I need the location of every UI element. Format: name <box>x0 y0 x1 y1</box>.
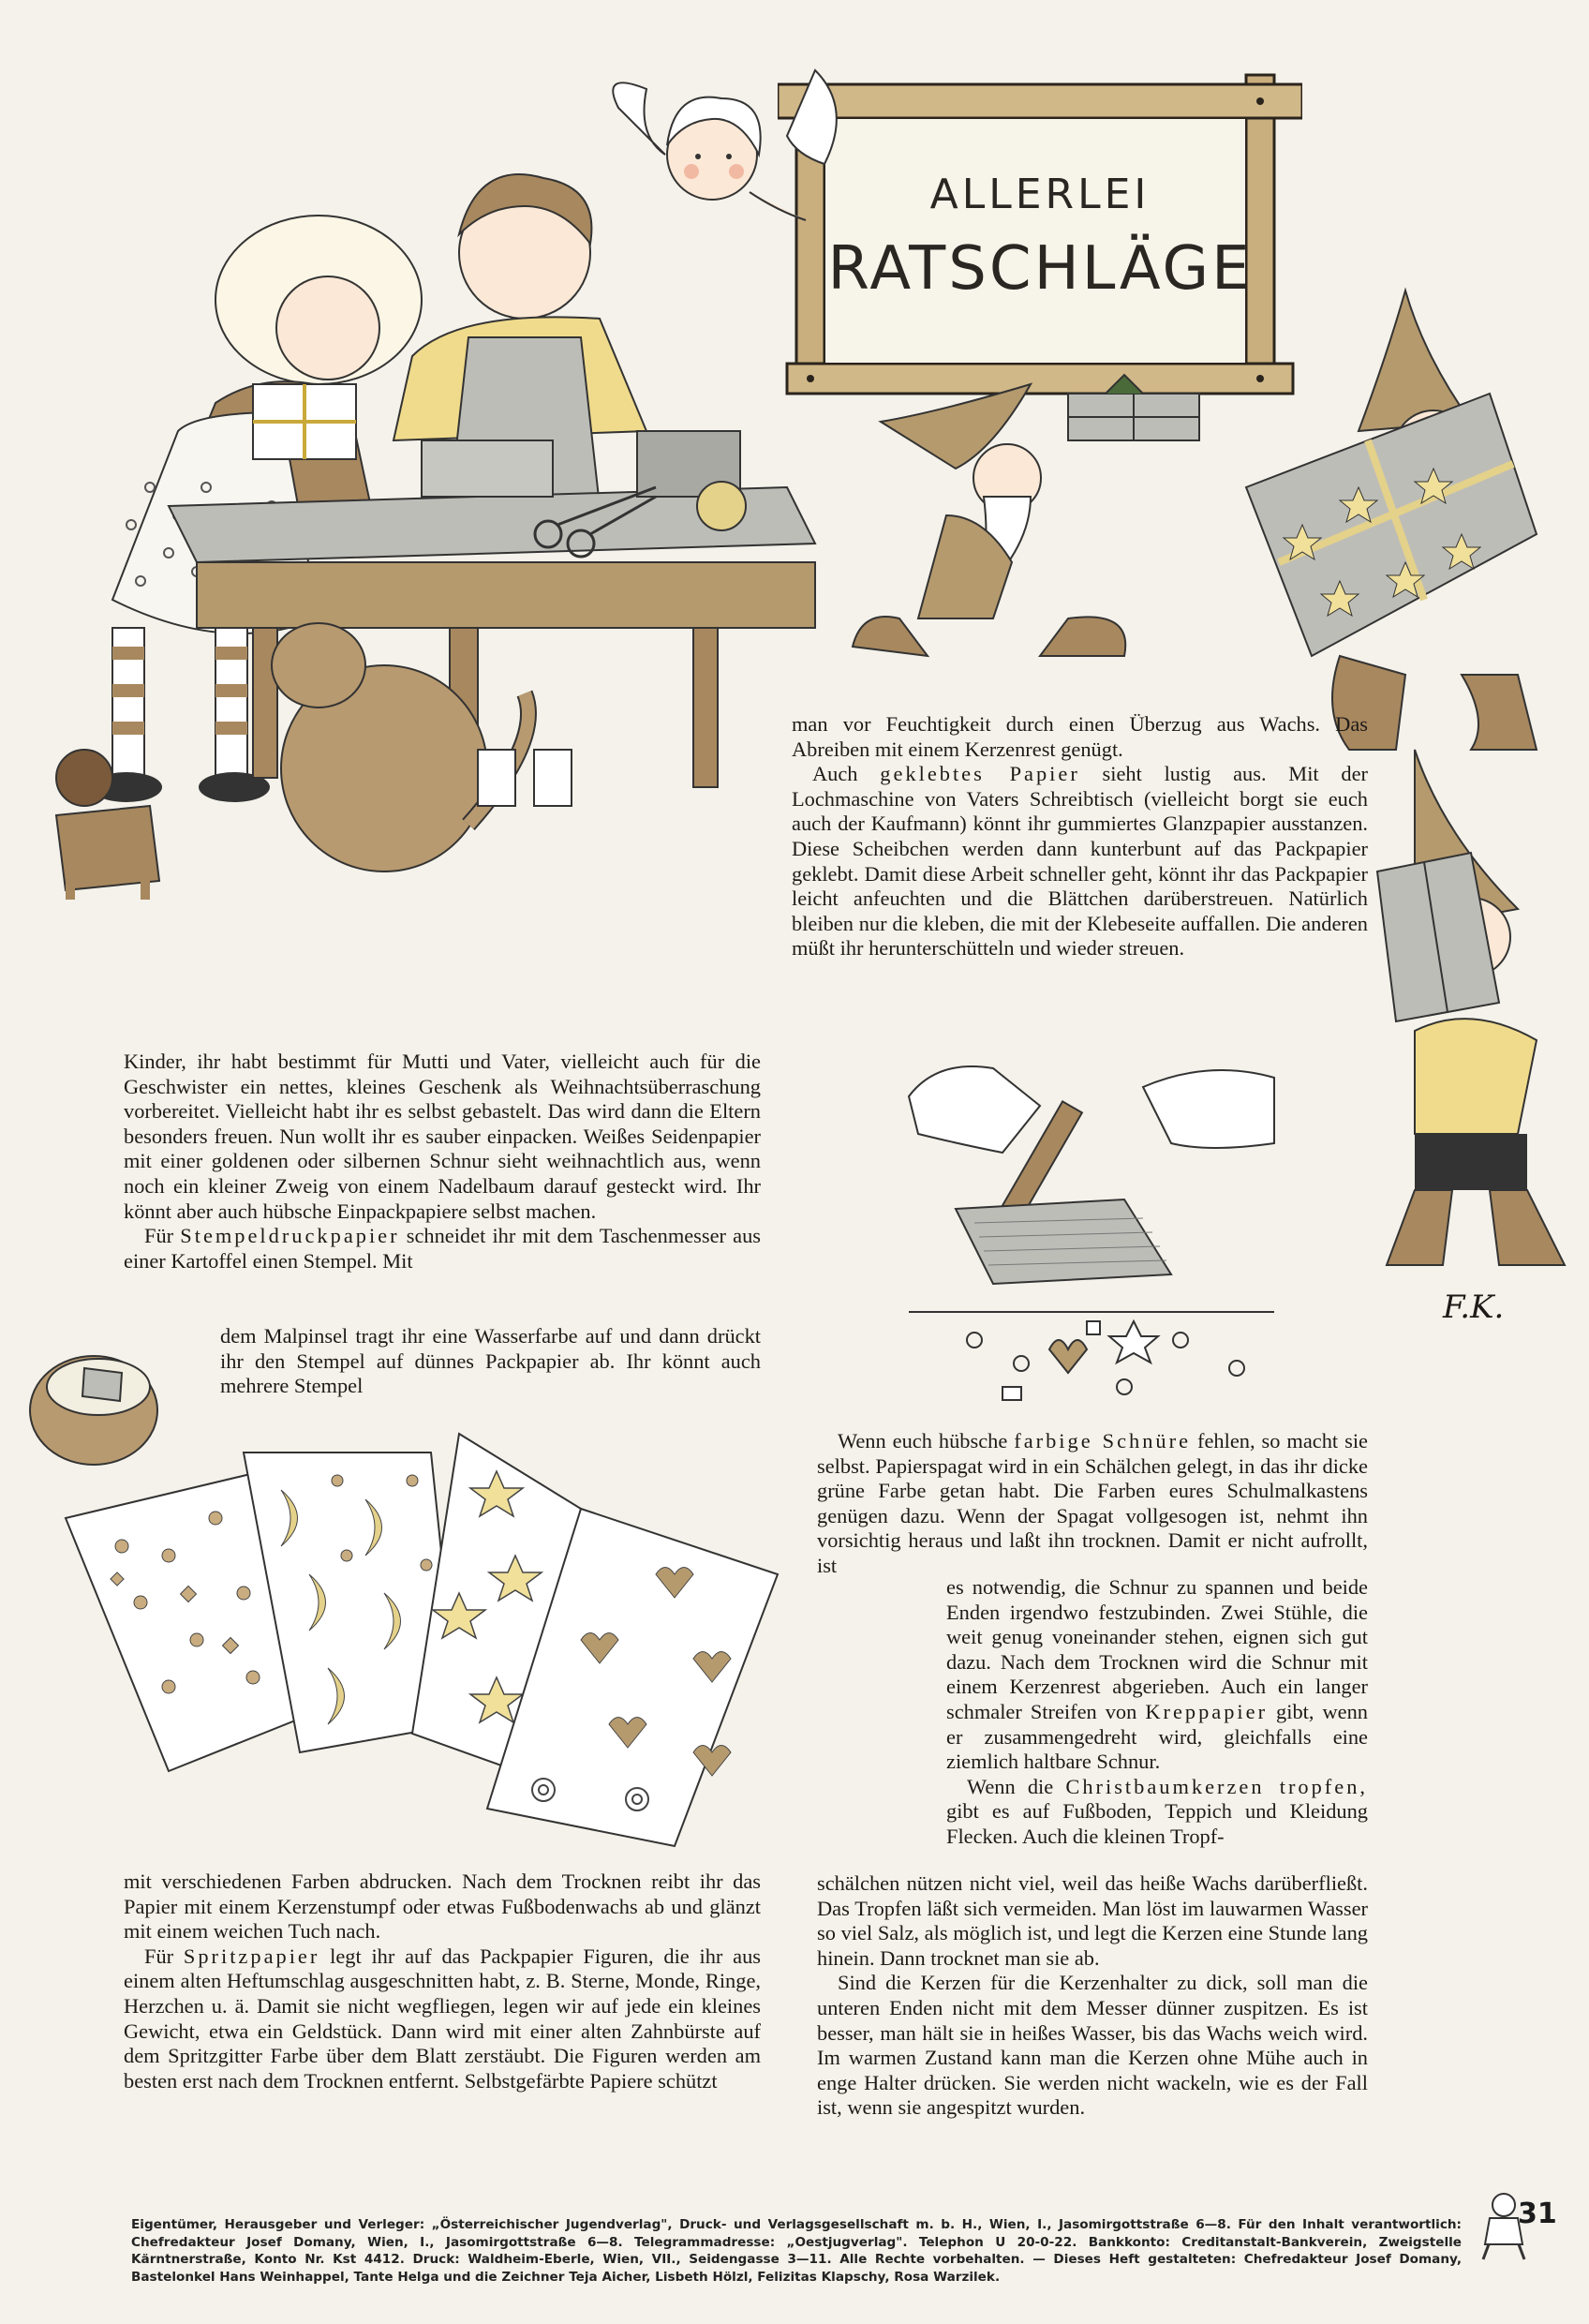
paragraph-glued-paper: Auch geklebtes Papier sieht lustig aus. Mit der Lochmaschine von Vaters Schreibtisch (vielleicht borgt sie euch auch der Kaufmann) könnt ihr gummiertes Glanzpapier ausstanzen. Diese Scheibchen werden dann kunterbunt auf das Packpapier geklebt. Damit diese Arbeit schneller geht, könnt ihr das Packpapier leicht anfeuchten und die Blättchen darüberstreuen. Natürlich bleiben nur die kleben, die mit der Klebeseite auffallen. Die anderen müßt ihr herunterschütteln und wieder streuen. <box>792 762 1368 961</box>
imprint-text: Eigentümer, Herausgeber und Verleger: „Österreichischer Jugendverlag", Druck- und Verlagsgesellschaft m. b. H., Wien, I., Jasomirgottstraße 6—8. Für den Inhalt verantwortlich: Chefredakteur Josef Domany, Wien, I., Jasomirgottstraße 6—8. Telegrammadresse: „Oestjugverlag". Telephon U 20-0-22. Bankkonto: Creditanstalt-Bankverein, Zweigstelle Kärntnerstraße, Konto Nr. Kst 4412. Druck: Waldheim-Eberle, Wien, VII., Seidengasse 3—11. Alle Rechte vorbehalten. — Dieses Heft gestalteten: Chefredakteur Josef Domany, Bastelonkel Hans Weinhappel, Tante Helga und die Zeichner Teja Aicher, Lisbeth Hölzl, Felizitas Klapschy, Rosa Warzilek. <box>131 2217 1462 2285</box>
term-candles-dripping: Christbaumkerzen tropfen, <box>1065 1774 1368 1798</box>
term-colored-strings: farbige Schnüre <box>1014 1429 1192 1452</box>
term-stamp-paper: Stempeldruckpapier <box>180 1224 400 1248</box>
paragraph-candles-dripping-cont: schälchen nützen nicht viel, weil das heiße Wachs darüberfließt. Das Tropfen läßt sich vermeiden. Man löst im lauwarmen Wasser so viel Salz, als möglich ist, und legt die Kerzen eine Stunde lang hinein. Dann trocknet man sie ab. <box>817 1871 1368 1970</box>
illustrator-signature: F.K. <box>1443 1289 1505 1326</box>
paragraph-intro: Kinder, ihr habt bestimmt für Mutti und Vater, vielleicht auch für die Geschwister ein nettes, kleines Geschenk als Weihnachtsüberraschung vorbereitet. Vielleicht habt ihr es selbst gebastelt. Das wird dann die Eltern besonders freuen. Nun wollt ihr es sauber einpacken. Weißes Seidenpapier mit einer goldenen oder silbernen Schnur sieht weihnachtlich aus, wenn noch ein kleiner Zweig von einem Nadelbaum darauf gesteckt wird. Ihr könnt aber auch hübsche Einpackpapiere selbst machen. <box>124 1050 761 1223</box>
paragraph-print-colors: mit verschiedenen Farben abdrucken. Nach dem Trocknen reibt ihr das Papier mit einem Kerzenstumpf oder etwas Fußbodenwachs ab und glänzt mit einem weichen Tuch nach. <box>124 1870 761 1944</box>
text-col-right-bottom-wide <box>817 1871 1368 2121</box>
text-col-left-bottom <box>124 1870 761 2093</box>
paragraph-spray-paper: Für Spritzpapier legt ihr auf das Packpapier Figuren, die ihr aus einem alten Heftumschlag ausgeschnitten habt, z. B. Sterne, Monde, Ringe, Herzchen u. ä. Damit sie nicht wegfliegen, legen wir auf jede ein kleines Gewicht, etwa ein Geldstück. Dann wird mit einer alten Zahnbürste auf dem Spritzgitter Farbe über dem Blatt zerstäubt. Die Figuren werden am besten erst nach dem Trocknen entfernt. Selbstgefärbte Papiere schützt <box>124 1944 762 2093</box>
hands-gluing-confetti-illustration <box>899 1040 1293 1415</box>
text-col-left-top-cont <box>220 1324 761 1399</box>
text-col-right-bottom-narrow <box>946 1575 1368 1850</box>
paragraph-moisture: man vor Feuchtigkeit durch einen Überzug aus Wachs. Das Abreiben mit einem Kerzenrest genügt. <box>792 712 1368 761</box>
gnome-carrying-present-illustration <box>843 309 1237 675</box>
term-crepe-paper: Kreppapier <box>1145 1699 1269 1723</box>
term-spray-paper: Spritzpapier <box>183 1944 320 1968</box>
imprint-footer <box>131 2216 1462 2286</box>
term-glued-paper: geklebtes Papier <box>880 762 1080 786</box>
paragraph-candles-thick: Sind die Kerzen für die Kerzenhalter zu dick, soll man die unteren Enden nicht mit dem Messer dünner zuspitzen. Es ist besser, man hält sie in heißes Wasser, bis das Wachs weich wird. Im warmen Zustand kann man die Kerzen ohne Mühe auch in enge Halter drücken. Sie werden nicht wackeln, wie es der Fall ist, wenn sie angespitzt wurden. <box>817 1971 1368 2120</box>
page-number: 31 <box>1518 2197 1557 2230</box>
text-col-right-bottom <box>817 1429 1368 1579</box>
text-col-right-top <box>792 712 1368 961</box>
text-col-left-top <box>124 1050 761 1274</box>
paragraph-stamp-paper-cont: dem Malpinsel tragt ihr eine Wasserfarbe auf und dann drückt ihr den Stempel auf dünnes Packpapier ab. Ihr könnt auch mehrere Stempel <box>220 1324 761 1398</box>
gnome-with-starry-box-illustration <box>1227 281 1583 768</box>
children-wrapping-illustration <box>37 131 881 900</box>
title-line-1: ALLERLEI <box>929 171 1151 218</box>
paragraph-candles-dripping: Wenn die Christbaumkerzen tropfen, gibt es auf Fußboden, Teppich und Kleidung Flecken. Auch die kleinen Tropf- <box>946 1774 1368 1848</box>
paragraph-stamp-paper: Für Stempeldruckpapier schneidet ihr mit dem Taschenmesser aus einer Kartoffel einen Stempel. Mit <box>124 1224 761 1273</box>
title-line-2: RATSCHLÄGE <box>827 234 1253 304</box>
patterned-papers-illustration <box>56 1415 787 1855</box>
paragraph-colored-strings: Wenn euch hübsche farbige Schnüre fehlen, so macht sie selbst. Papierspagat wird in ein Schälchen gelegt, in das ihr dicke grüne Farbe getan habt. Die Farben eures Schulmalkastens genügen dazu. Wenn der Spagat vollgesogen ist, nehmt ihn vorsichtig heraus und laßt ihn trocknen. Damit er nicht aufrollt, ist <box>817 1429 1368 1577</box>
paragraph-colored-strings-cont: es notwendig, die Schnur zu spannen und beide Enden irgendwo festzubinden. Zwei Stühle, die weit genug voneinander stehen, eignen sich gut dazu. Nach dem Trocknen wird die Schnur mit einem Kerzenrest abgerieben. Auch ein langer schmaler Streifen von Kreppapier gibt, wenn er zusammengedreht wird, gleichfalls eine ziemlich haltbare Schnur. <box>946 1575 1369 1774</box>
gnome-with-gift-box-illustration <box>1359 740 1583 1303</box>
